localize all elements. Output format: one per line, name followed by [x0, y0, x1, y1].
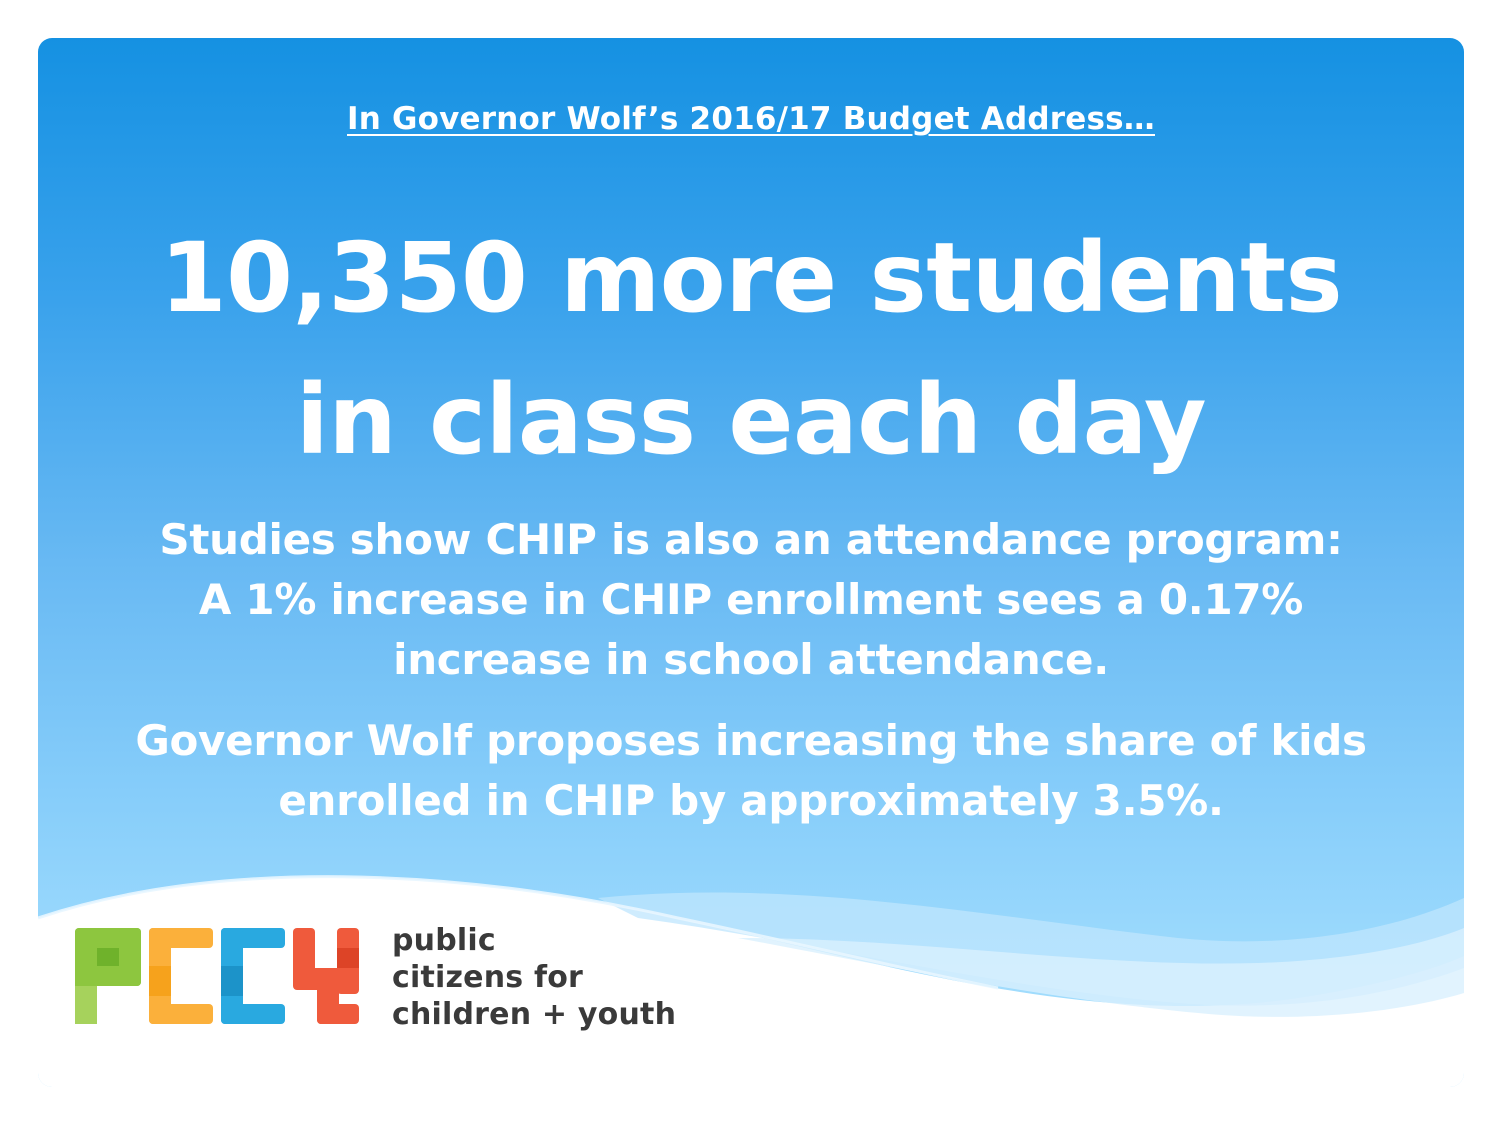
org-name-line-2: citizens for — [392, 960, 584, 995]
body-line-3: increase in school attendance. — [393, 635, 1109, 684]
organization-name — [392, 922, 676, 1033]
logo-letter-c-blue — [221, 928, 285, 1024]
pccy-logo — [75, 928, 360, 1024]
body-line-1: Studies show CHIP is also an attendance program: — [159, 515, 1343, 564]
logo-letter-c-yellow — [149, 928, 213, 1024]
org-name-line-1: public — [392, 923, 496, 958]
body-line-5: enrolled in CHIP by approximately 3.5%. — [278, 776, 1224, 825]
logo-letter-y — [293, 928, 359, 1024]
org-name-line-3: children + youth — [392, 997, 677, 1032]
headline-line-1: 10,350 more students — [159, 222, 1343, 334]
budget-address-header: In Governor Wolf’s 2016/17 Budget Address… — [347, 101, 1155, 137]
body-line-2: A 1% increase in CHIP enrollment sees a 0.17% — [198, 575, 1304, 624]
body-line-4: Governor Wolf proposes increasing the share of kids — [135, 716, 1367, 765]
headline-line-2: in class each day — [295, 364, 1207, 476]
logo-letter-p — [75, 928, 141, 1024]
